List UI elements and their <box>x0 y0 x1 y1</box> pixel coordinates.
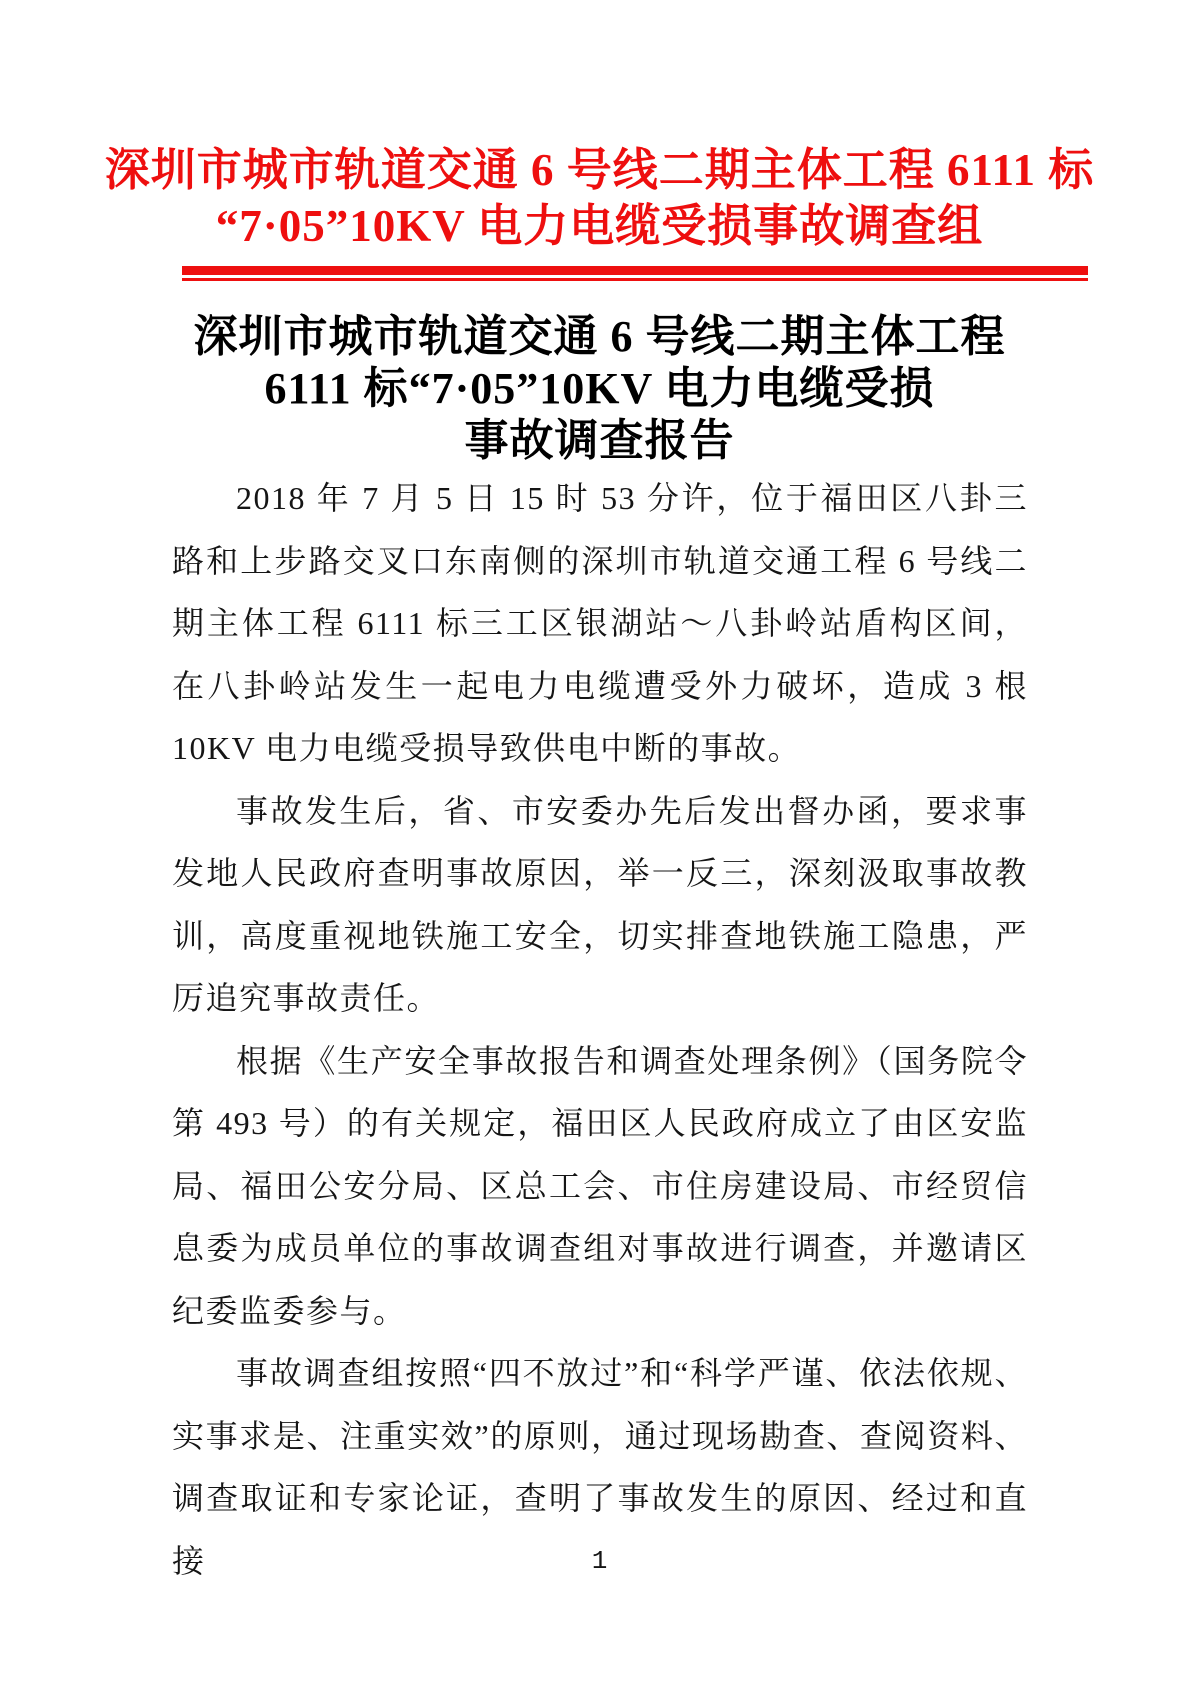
letterhead-line-2: “7·05”10KV 电力电缆受损事故调查组 <box>215 201 984 251</box>
page-number: 1 <box>591 1546 608 1576</box>
document-title-line-3: 事故调查报告 <box>464 416 735 465</box>
document-title-line-1: 深圳市城市轨道交通 6 号线二期主体工程 <box>193 312 1006 361</box>
document-title-line-2: 6111 标“7·05”10KV 电力电缆受损 <box>264 364 935 413</box>
divider-thick-line <box>182 266 1088 275</box>
letterhead-line-1: 深圳市城市轨道交通 6 号线二期主体工程 6111 标 <box>104 145 1095 195</box>
document-title <box>0 311 1199 467</box>
paragraph-investigation-principles: 事故调查组按照“四不放过”和“科学严谨、依法依规、实事求是、注重实效”的原则，通过现场勘查、查阅资料、调查取证和专家论证，查明了事故发生的原因、经过和直接 <box>172 1355 1028 1579</box>
paragraph-investigation-team: 根据《生产安全事故报告和调查处理条例》（国务院令第 493 号）的有关规定，福田区人民政府成立了由区安监局、福田公安分局、区总工会、市住房建设局、市经贸信息委为成员单位的事故调查组对事故进行调查，并邀请区纪委监委参与。 <box>172 1042 1028 1329</box>
paragraph-government-response: 事故发生后，省、市安委办先后发出督办函，要求事发地人民政府查明事故原因，举一反三，深刻汲取事故教训，高度重视地铁施工安全，切实排查地铁施工隐患，严厉追究事故责任。 <box>172 792 1028 1016</box>
letterhead <box>0 142 1199 254</box>
divider-thin-line <box>182 278 1088 281</box>
letterhead-divider <box>182 266 1088 281</box>
paragraph-incident-summary: 2018 年 7 月 5 日 15 时 53 分许，位于福田区八卦三路和上步路交叉口东南侧的深圳市轨道交通工程 6 号线二期主体工程 6111 标三工区银湖站～八卦岭站盾构区间，在八卦岭站发生一起电力电缆遭受外力破坏，造成 3 根 10KV 电力电缆受损导致供电中断的事故。 <box>172 480 1028 766</box>
document-body <box>172 467 1028 1592</box>
